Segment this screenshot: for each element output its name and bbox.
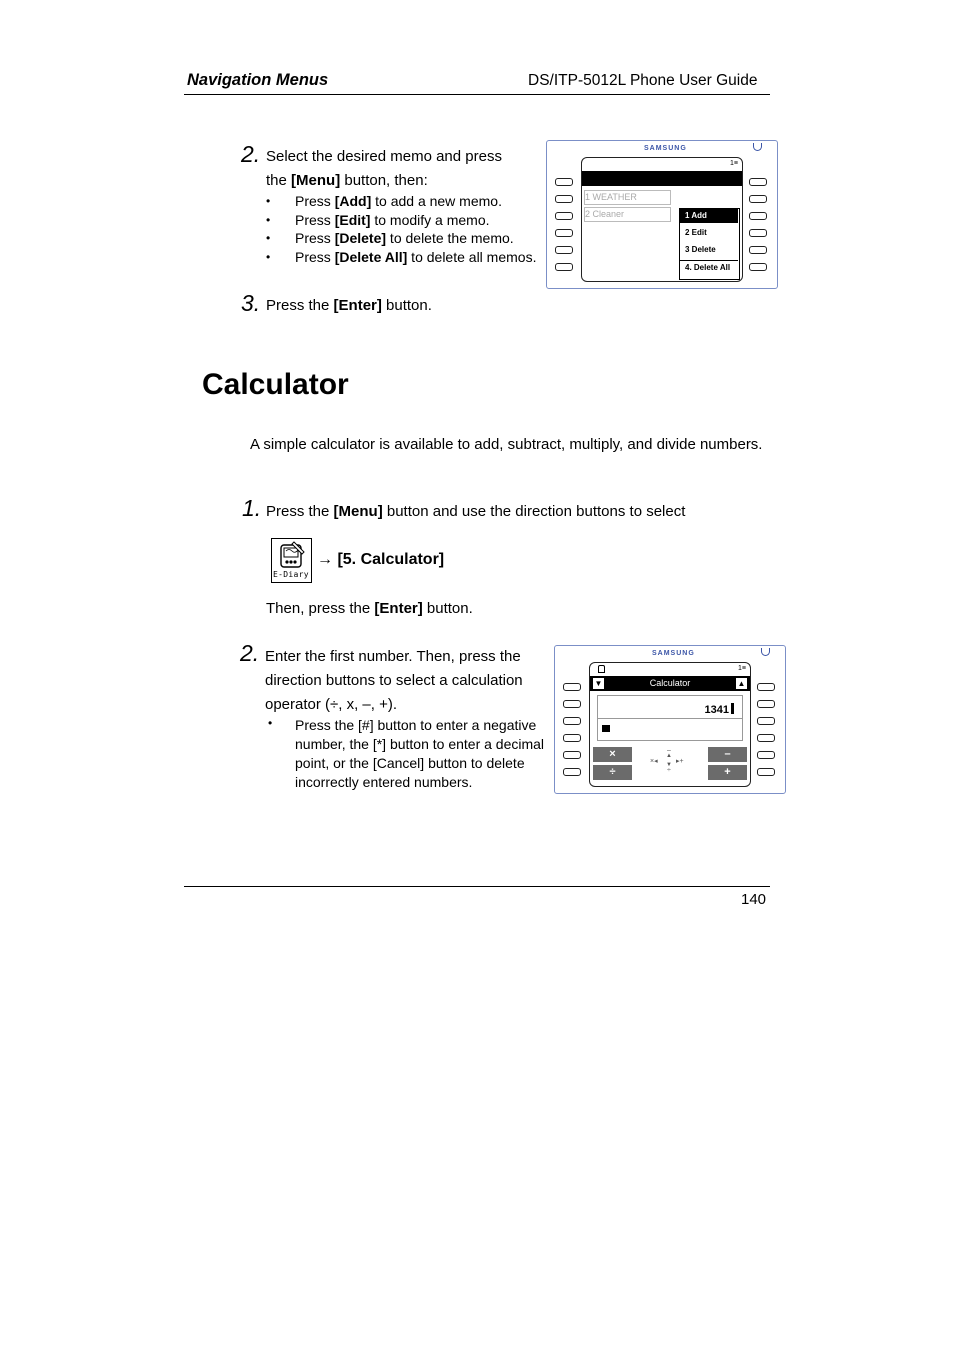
soft-button bbox=[757, 700, 775, 708]
soft-button bbox=[749, 212, 767, 220]
soft-button bbox=[749, 178, 767, 186]
multiply-key: × bbox=[593, 747, 632, 762]
bullet-text: incorrectly entered numbers. bbox=[295, 774, 473, 790]
brand-logo: SAMSUNG bbox=[644, 145, 687, 152]
step-number: 3. bbox=[241, 290, 261, 316]
footer-rule bbox=[184, 886, 770, 887]
memory-icon bbox=[602, 725, 610, 732]
soft-button bbox=[757, 751, 775, 759]
soft-button bbox=[555, 195, 573, 203]
bullet-text: Press the [#] button to enter a negative bbox=[295, 717, 537, 733]
display-divider bbox=[598, 718, 742, 719]
step-text: Then, press the [Enter] button. bbox=[266, 600, 473, 617]
list-item: • Press [Edit] to modify a memo. bbox=[266, 211, 536, 230]
lock-icon bbox=[598, 665, 605, 673]
pda-icon bbox=[272, 539, 311, 571]
step-text: Press the [Enter] button. bbox=[266, 297, 432, 314]
menu-item-delete: 3 Delete bbox=[685, 245, 716, 254]
divide-key: ÷ bbox=[593, 765, 632, 780]
memo-item: 1 WEATHER bbox=[584, 190, 671, 205]
led-indicator bbox=[761, 648, 770, 656]
status-icon: 1≡ bbox=[730, 160, 738, 167]
nav-hint-right: ▸+ bbox=[676, 758, 684, 765]
soft-button bbox=[563, 717, 581, 725]
step-text: Enter the first number. Then, press the bbox=[265, 648, 521, 665]
scroll-down-icon: ▼ bbox=[594, 679, 603, 688]
soft-button bbox=[555, 246, 573, 254]
memo-options-list bbox=[266, 192, 536, 266]
options-menu bbox=[679, 208, 740, 280]
page-title: Calculator bbox=[202, 368, 349, 401]
menu-item-edit: 2 Edit bbox=[685, 228, 707, 237]
plus-key: + bbox=[708, 765, 747, 780]
step-text: operator (÷, x, –, +). bbox=[265, 696, 398, 713]
nav-arrow-up-icon: ▲ bbox=[666, 753, 672, 759]
step-number: 1. bbox=[242, 495, 262, 521]
bullet-text: point, or the [Cancel] button to delete bbox=[295, 755, 525, 771]
soft-button bbox=[757, 734, 775, 742]
menu-item-delete-all: 4. Delete All bbox=[680, 260, 738, 274]
led-indicator bbox=[753, 143, 762, 151]
phone-screen bbox=[589, 662, 751, 787]
list-item: • Press [Delete] to delete the memo. bbox=[266, 229, 536, 248]
guide-title: DS/ITP-5012L Phone User Guide bbox=[528, 72, 758, 89]
soft-button bbox=[757, 683, 775, 691]
bullet-text: number, the [*] button to enter a decimal bbox=[295, 736, 545, 752]
soft-button bbox=[563, 683, 581, 691]
icon-caption: E-Diary bbox=[273, 570, 309, 579]
list-item: • Press [Add] to add a new memo. bbox=[266, 192, 536, 211]
header-rule bbox=[184, 94, 770, 95]
screen-title: Calculator bbox=[649, 678, 691, 688]
nav-hint-left: ×◂ bbox=[650, 758, 658, 765]
step-text: Press the [Menu] button and use the direction buttons to select bbox=[266, 503, 686, 520]
intro-paragraph: A simple calculator is available to add, subtract, multiply, and divide numbers. bbox=[250, 436, 763, 453]
soft-button bbox=[749, 195, 767, 203]
minus-key: – bbox=[708, 747, 747, 762]
soft-button bbox=[757, 717, 775, 725]
menu-item-add: 1 Add bbox=[680, 209, 738, 223]
step-text: Select the desired memo and press bbox=[266, 148, 502, 165]
menu-path: → [5. Calculator] bbox=[317, 551, 445, 568]
soft-button bbox=[749, 229, 767, 237]
soft-button bbox=[757, 768, 775, 776]
step-text: the [Menu] button, then: bbox=[266, 172, 428, 189]
nav-arrow-down-icon: ▼ bbox=[666, 762, 672, 768]
step-number: 2. bbox=[240, 640, 260, 666]
soft-button bbox=[563, 751, 581, 759]
scroll-up-icon: ▲ bbox=[737, 679, 746, 688]
nav-hint-top: – bbox=[667, 747, 671, 754]
soft-button bbox=[749, 246, 767, 254]
e-diary-icon bbox=[271, 538, 312, 583]
step-text: direction buttons to select a calculation bbox=[265, 672, 523, 689]
bullet: • bbox=[268, 716, 273, 730]
soft-button bbox=[563, 700, 581, 708]
phone-illustration-memo bbox=[546, 140, 778, 289]
title-bar bbox=[590, 676, 750, 691]
soft-button bbox=[555, 263, 573, 271]
memo-item: 2 Cleaner bbox=[584, 207, 671, 222]
phone-screen bbox=[581, 157, 743, 282]
list-item: • Press [Delete All] to delete all memos. bbox=[266, 248, 536, 267]
calc-display bbox=[597, 695, 743, 741]
section-title: Navigation Menus bbox=[187, 71, 329, 89]
display-value: 1341 bbox=[705, 703, 734, 716]
soft-button bbox=[563, 768, 581, 776]
brand-logo: SAMSUNG bbox=[652, 650, 695, 657]
soft-button bbox=[555, 212, 573, 220]
page-number: 140 bbox=[741, 891, 767, 908]
status-icon: 1≡ bbox=[738, 665, 746, 672]
title-bar bbox=[582, 171, 742, 186]
soft-button bbox=[563, 734, 581, 742]
soft-button bbox=[555, 229, 573, 237]
soft-button bbox=[749, 263, 767, 271]
soft-button bbox=[555, 178, 573, 186]
step-number: 2. bbox=[241, 141, 261, 167]
phone-illustration-calculator bbox=[554, 645, 786, 794]
nav-hint-bottom: ÷ bbox=[667, 767, 671, 774]
